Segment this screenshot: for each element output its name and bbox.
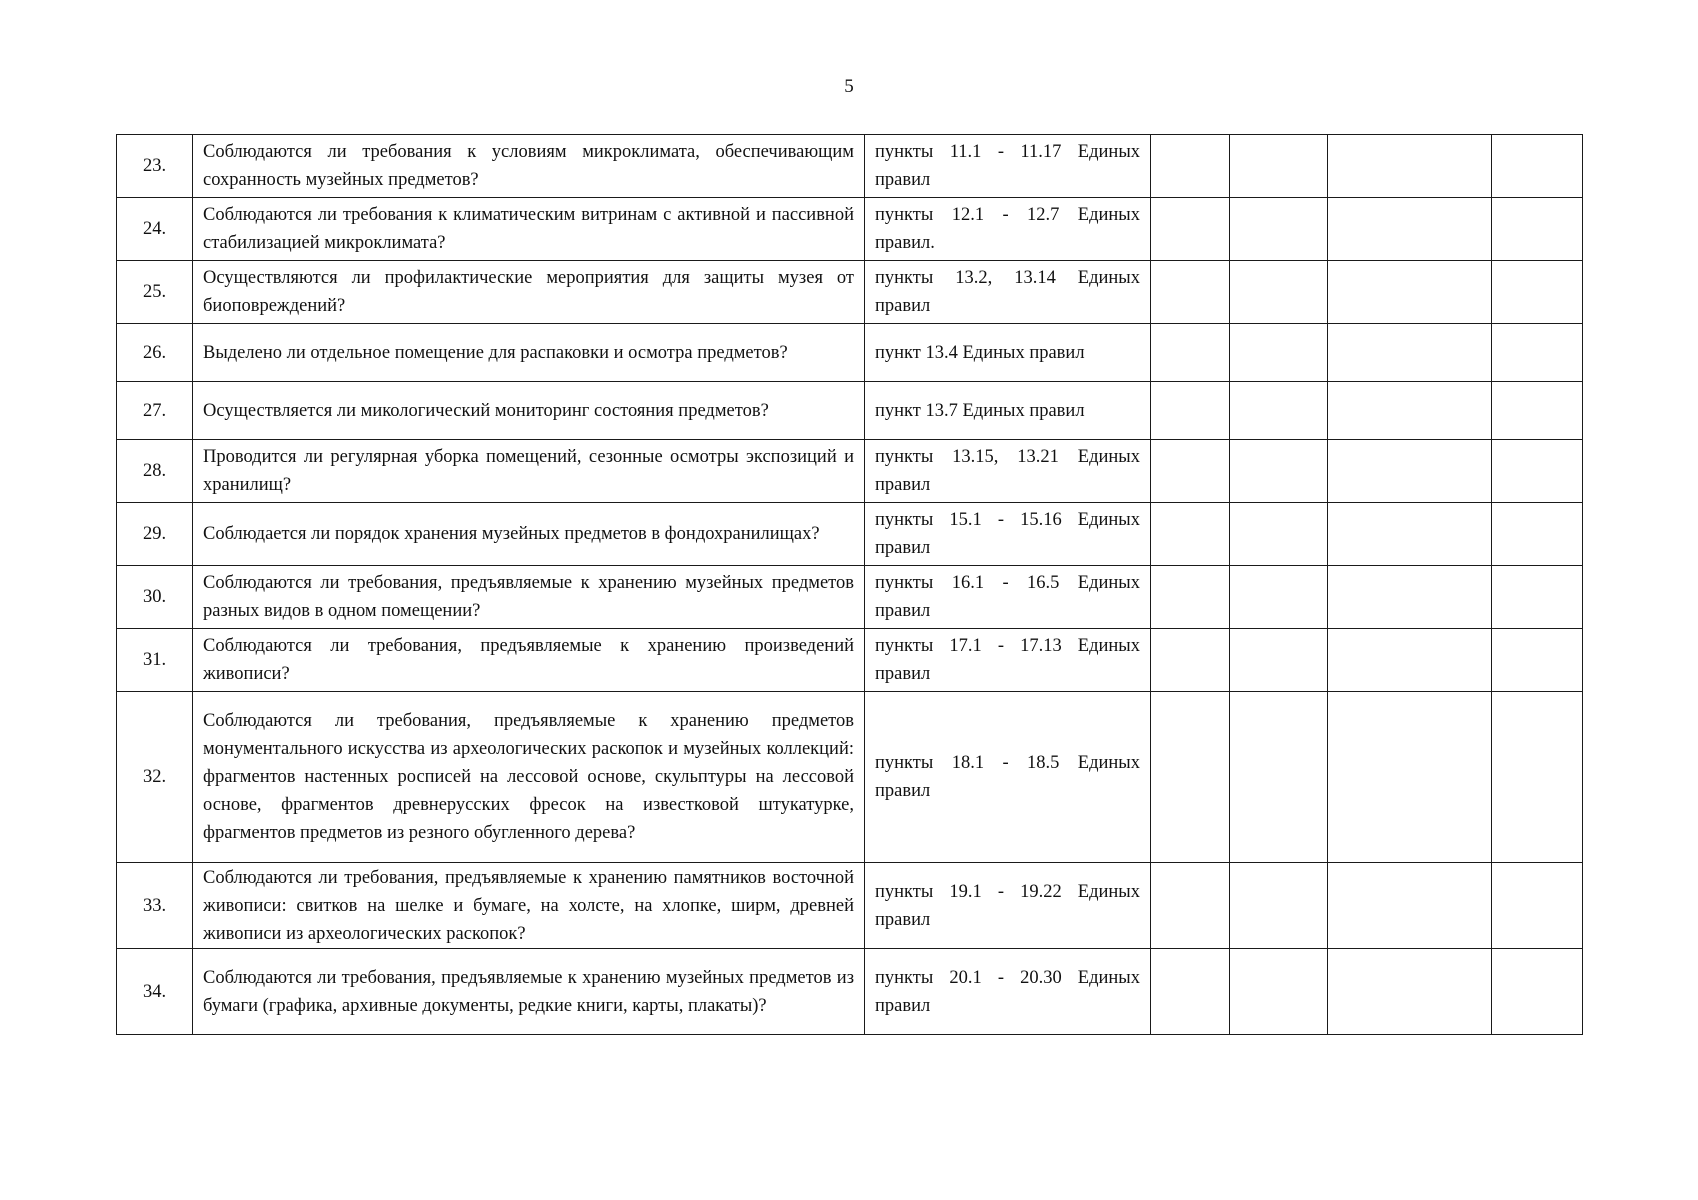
- row-number: 27.: [117, 382, 193, 440]
- answer-cell-yes[interactable]: [1151, 692, 1230, 863]
- row-number: 29.: [117, 503, 193, 566]
- answer-cell-no[interactable]: [1230, 566, 1328, 629]
- table-row: [117, 261, 1583, 324]
- answer-cell-note[interactable]: [1492, 629, 1583, 692]
- checklist-table: [116, 134, 1583, 1035]
- table-row: [117, 440, 1583, 503]
- answer-cell-not-applicable[interactable]: [1328, 382, 1492, 440]
- answer-cell-note[interactable]: [1492, 566, 1583, 629]
- checklist-body: [117, 135, 1583, 1035]
- row-number: 33.: [117, 863, 193, 949]
- answer-cell-note[interactable]: [1492, 503, 1583, 566]
- answer-cell-yes[interactable]: [1151, 135, 1230, 198]
- answer-cell-yes[interactable]: [1151, 261, 1230, 324]
- row-question: Соблюдаются ли требования к условиям микроклимата, обеспечивающим сохранность музейных предметов?: [193, 135, 865, 198]
- answer-cell-not-applicable[interactable]: [1328, 566, 1492, 629]
- table-row: [117, 198, 1583, 261]
- answer-cell-yes[interactable]: [1151, 440, 1230, 503]
- row-question: Соблюдаются ли требования, предъявляемые к хранению музейных предметов из бумаги (графика, архивные документы, редкие книги, карты, плакаты)?: [193, 949, 865, 1035]
- row-question: Соблюдаются ли требования к климатическим витринам с активной и пассивной стабилизацией микроклимата?: [193, 198, 865, 261]
- answer-cell-note[interactable]: [1492, 863, 1583, 949]
- row-reference: пункты 13.2, 13.14 Единых правил: [865, 261, 1151, 324]
- row-reference: пункты 11.1 - 11.17 Единых правил: [865, 135, 1151, 198]
- row-question: Соблюдаются ли требования, предъявляемые к хранению произведений живописи?: [193, 629, 865, 692]
- answer-cell-note[interactable]: [1492, 440, 1583, 503]
- row-reference: пункты 17.1 - 17.13 Единых правил: [865, 629, 1151, 692]
- answer-cell-no[interactable]: [1230, 692, 1328, 863]
- row-question: Осуществляется ли микологический мониторинг состояния предметов?: [193, 382, 865, 440]
- answer-cell-yes[interactable]: [1151, 629, 1230, 692]
- answer-cell-note[interactable]: [1492, 949, 1583, 1035]
- answer-cell-yes[interactable]: [1151, 324, 1230, 382]
- row-reference: пункт 13.4 Единых правил: [865, 324, 1151, 382]
- answer-cell-not-applicable[interactable]: [1328, 261, 1492, 324]
- answer-cell-note[interactable]: [1492, 692, 1583, 863]
- table-row: [117, 135, 1583, 198]
- answer-cell-no[interactable]: [1230, 440, 1328, 503]
- answer-cell-yes[interactable]: [1151, 382, 1230, 440]
- answer-cell-yes[interactable]: [1151, 198, 1230, 261]
- table-row: [117, 382, 1583, 440]
- row-question: Проводится ли регулярная уборка помещений, сезонные осмотры экспозиций и хранилищ?: [193, 440, 865, 503]
- row-number: 31.: [117, 629, 193, 692]
- row-question: Осуществляются ли профилактические мероприятия для защиты музея от биоповреждений?: [193, 261, 865, 324]
- answer-cell-no[interactable]: [1230, 629, 1328, 692]
- row-number: 23.: [117, 135, 193, 198]
- row-reference: пункты 15.1 - 15.16 Единых правил: [865, 503, 1151, 566]
- answer-cell-no[interactable]: [1230, 261, 1328, 324]
- answer-cell-note[interactable]: [1492, 382, 1583, 440]
- answer-cell-note[interactable]: [1492, 135, 1583, 198]
- answer-cell-note[interactable]: [1492, 198, 1583, 261]
- answer-cell-no[interactable]: [1230, 949, 1328, 1035]
- answer-cell-no[interactable]: [1230, 503, 1328, 566]
- answer-cell-not-applicable[interactable]: [1328, 863, 1492, 949]
- answer-cell-yes[interactable]: [1151, 863, 1230, 949]
- row-number: 32.: [117, 692, 193, 863]
- answer-cell-not-applicable[interactable]: [1328, 949, 1492, 1035]
- table-row: [117, 324, 1583, 382]
- answer-cell-note[interactable]: [1492, 261, 1583, 324]
- answer-cell-note[interactable]: [1492, 324, 1583, 382]
- answer-cell-yes[interactable]: [1151, 566, 1230, 629]
- row-number: 26.: [117, 324, 193, 382]
- answer-cell-no[interactable]: [1230, 863, 1328, 949]
- row-reference: пункты 12.1 - 12.7 Единых правил.: [865, 198, 1151, 261]
- row-number: 34.: [117, 949, 193, 1035]
- answer-cell-no[interactable]: [1230, 382, 1328, 440]
- page-number: 5: [844, 76, 854, 97]
- answer-cell-not-applicable[interactable]: [1328, 135, 1492, 198]
- row-reference: пункты 19.1 - 19.22 Единых правил: [865, 863, 1151, 949]
- row-reference: пункты 13.15, 13.21 Единых правил: [865, 440, 1151, 503]
- row-question: Соблюдаются ли требования, предъявляемые к хранению музейных предметов разных видов в одном помещении?: [193, 566, 865, 629]
- row-reference: пункты 20.1 - 20.30 Единых правил: [865, 949, 1151, 1035]
- answer-cell-yes[interactable]: [1151, 503, 1230, 566]
- row-question: Соблюдается ли порядок хранения музейных предметов в фондохранилищах?: [193, 503, 865, 566]
- row-number: 24.: [117, 198, 193, 261]
- row-number: 25.: [117, 261, 193, 324]
- answer-cell-not-applicable[interactable]: [1328, 198, 1492, 261]
- table-row: [117, 629, 1583, 692]
- answer-cell-no[interactable]: [1230, 324, 1328, 382]
- table-row: [117, 692, 1583, 863]
- answer-cell-no[interactable]: [1230, 198, 1328, 261]
- table-row: [117, 566, 1583, 629]
- row-question: Выделено ли отдельное помещение для распаковки и осмотра предметов?: [193, 324, 865, 382]
- row-reference: пункты 18.1 - 18.5 Единых правил: [865, 692, 1151, 863]
- answer-cell-not-applicable[interactable]: [1328, 440, 1492, 503]
- answer-cell-not-applicable[interactable]: [1328, 503, 1492, 566]
- row-number: 28.: [117, 440, 193, 503]
- row-question: Соблюдаются ли требования, предъявляемые к хранению предметов монументального искусства из археологических раскопок и музейных коллекций: фрагментов настенных росписей на лессовой основе, скульптуры на лессовой основе, фрагментов древнерусских фресок на известковой штукатурке, фрагментов предметов из резного обугленного дерева?: [193, 692, 865, 863]
- answer-cell-no[interactable]: [1230, 135, 1328, 198]
- row-number: 30.: [117, 566, 193, 629]
- table-row: [117, 503, 1583, 566]
- table-row: [117, 949, 1583, 1035]
- answer-cell-not-applicable[interactable]: [1328, 692, 1492, 863]
- answer-cell-not-applicable[interactable]: [1328, 324, 1492, 382]
- row-question: Соблюдаются ли требования, предъявляемые к хранению памятников восточной живописи: свитков на шелке и бумаге, на холсте, на хлопке, ширм, древней живописи из археологических раскопок?: [193, 863, 865, 949]
- row-reference: пункты 16.1 - 16.5 Единых правил: [865, 566, 1151, 629]
- answer-cell-yes[interactable]: [1151, 949, 1230, 1035]
- row-reference: пункт 13.7 Единых правил: [865, 382, 1151, 440]
- answer-cell-not-applicable[interactable]: [1328, 629, 1492, 692]
- table-row: [117, 863, 1583, 949]
